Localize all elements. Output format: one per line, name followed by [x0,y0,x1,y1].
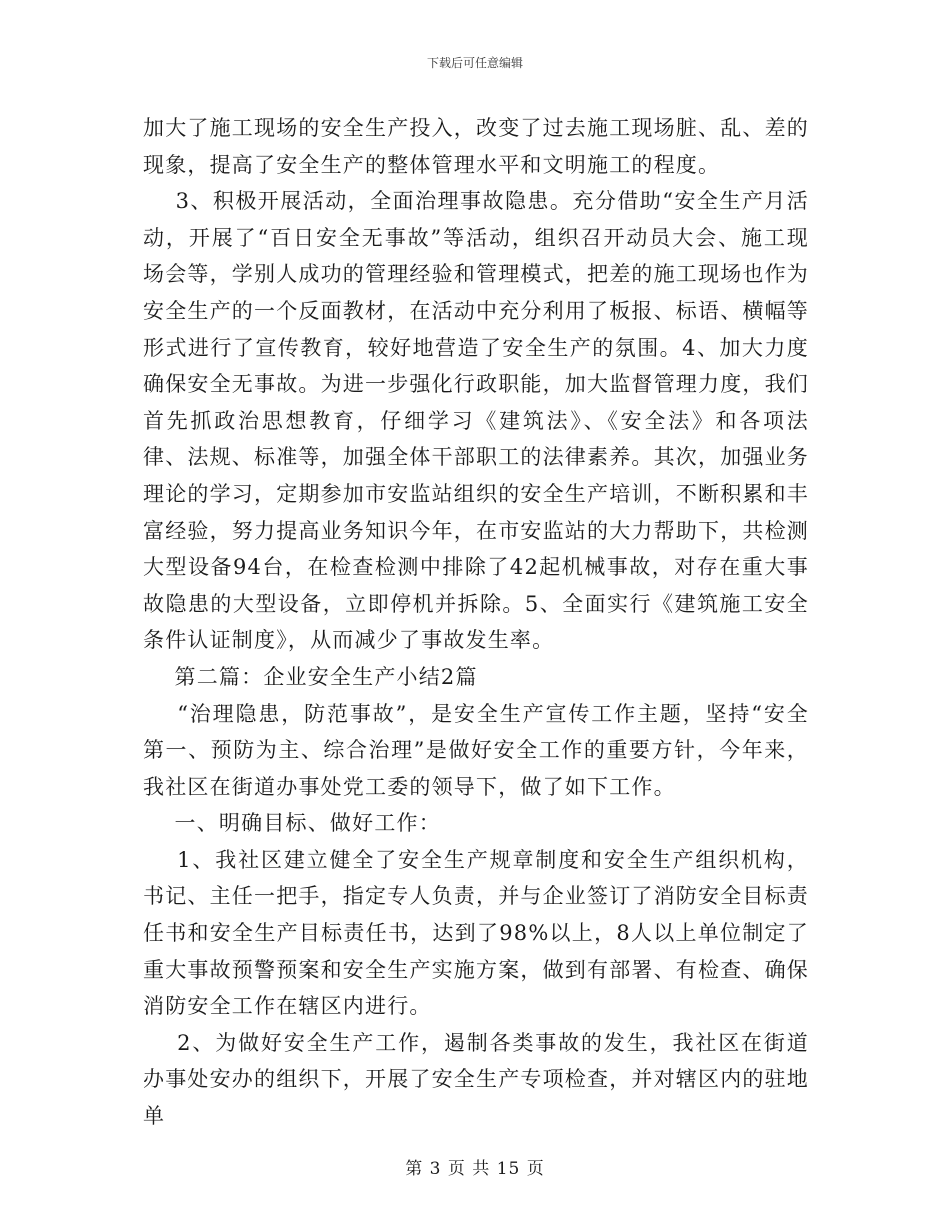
paragraph-continuation: 加大了施工现场的安全生产投入，改变了过去施工现场脏、乱、差的现象，提高了安全生产的整体管理水平和文明施工的程度。 [143,116,809,177]
paragraph-item-2: 2、为做好安全生产工作，遏制各类事故的发生，我社区在街道办事处安办的组织下，开展了安全生产专项检查，并对辖区内的驻地单 [143,1030,809,1129]
subheading-goals: 一、明确目标、做好工作： [143,811,441,836]
page-header: 下载后可任意编辑 [426,56,523,70]
section-heading: 第二篇：企业安全生产小结2篇 [143,664,478,689]
document-body [143,110,809,1135]
paragraph-item-3: 3、积极开展活动，全面治理事故隐患。充分借助“安全生产月活动，开展了“百日安全无事故”等活动，组织召开动员大会、施工现场会等，学别人成功的管理经验和管理模式，把差的施工现场也作为安全生产的一个反面教材，在活动中充分利用了板报、标语、横幅等形式进行了宣传教育，较好地营造了安全生产的氛围。4、加大力度确保安全无事故。为进一步强化行政职能，加大监督管理力度，我们首先抓政治思想教育，仔细学习《建筑法》、《安全法》和各项法律、法规、标准等，加强全体干部职工的法律素养。其次，加强业务理论的学习，定期参加市安监站组织的安全生产培训，不断积累和丰富经验，努力提高业务知识今年，在市安监站的大力帮助下，共检测大型设备94台，在检查检测中排除了42起机械事故，对存在重大事故隐患的大型设备，立即停机并拆除。5、全面实行《建筑施工安全条件认证制度》，从而减少了事故发生率。 [143,189,809,653]
paragraph-intro: “治理隐患，防范事故”，是安全生产宣传工作主题，坚持“安全第一、预防为主、综合治理”是做好安全工作的重要方针，今年来，我社区在街道办事处党工委的领导下，做了如下工作。 [143,701,809,799]
page-footer: 第 3 页 共 15 页 [405,1159,545,1179]
paragraph-item-1: 1、我社区建立健全了安全生产规章制度和安全生产组织机构，书记、主任一把手，指定专人负责，并与企业签订了消防安全目标责任书和安全生产目标责任书，达到了98%以上，8人以上单位制定了重大事故预警预案和安全生产实施方案，做到有部署、有检查、确保消防安全工作在辖区内进行。 [143,847,809,1019]
